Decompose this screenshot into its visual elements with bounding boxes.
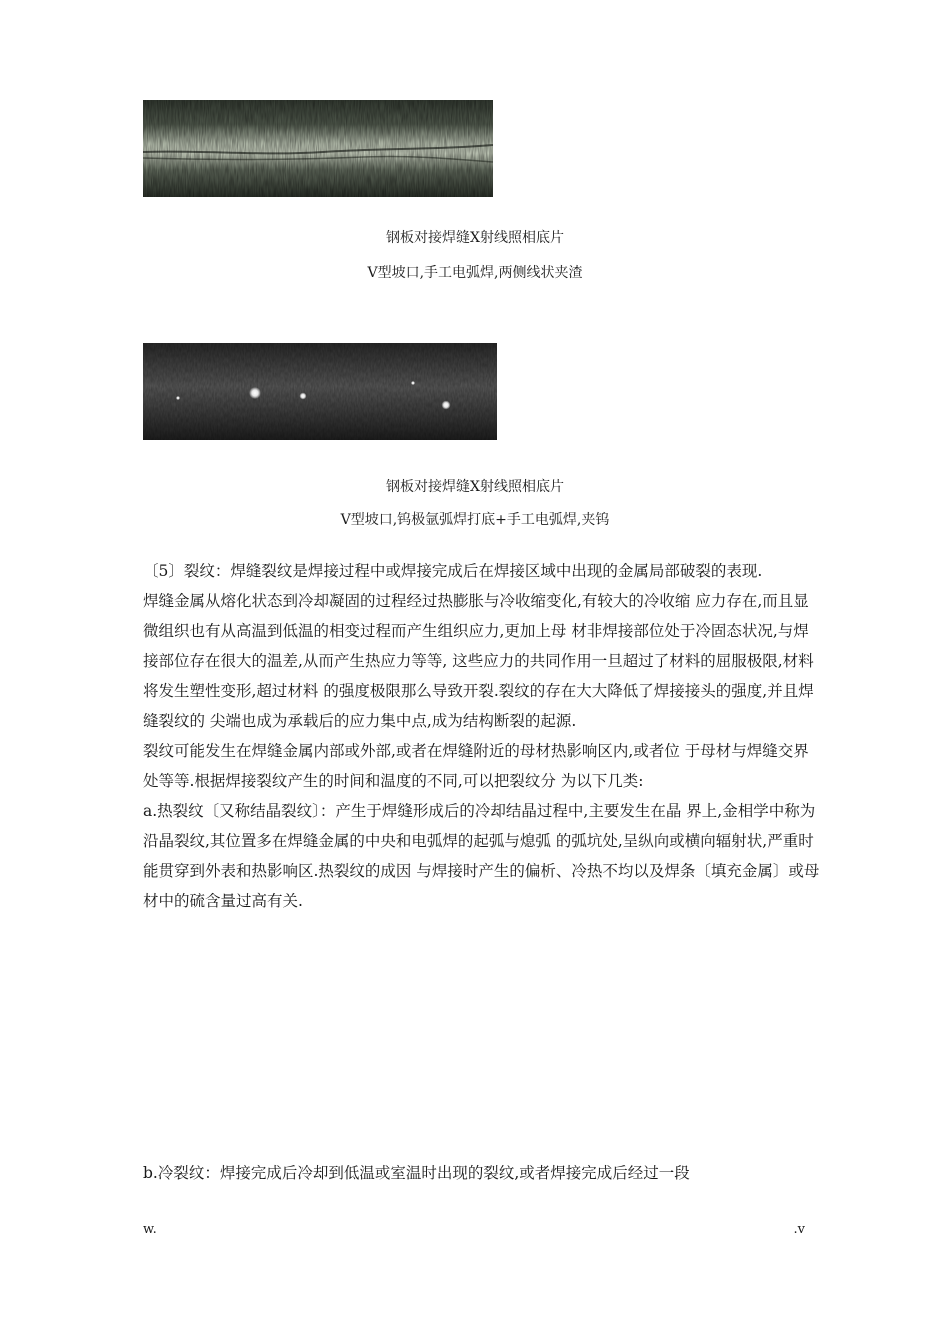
radiograph-tungsten-inclusion — [143, 343, 497, 440]
paragraph-crack-cause: 焊缝金属从熔化状态到冷却凝固的过程经过热膨胀与冷收缩变化,有较大的冷收缩 应力存在,而且显微组织也有从高温到低温的相变过程而产生组织应力,更加上母 材非焊接部位处于冷固态状况,与焊接部位存在很大的温差,从而产生热应力等等, 这些应力的共同作用一旦超过了材料的屈服极限,材料将发生塑性变形,超过材料 的强度极限那么导致开裂.裂纹的存在大大降低了焊接接头的强度,并且焊缝裂纹的 尖端也成为承载后的应力集中点,成为结构断裂的起源. — [143, 592, 814, 730]
body-text — [143, 1158, 823, 1188]
figure-caption-detail: V型坡口,手工电弧焊,两侧线状夹渣 — [367, 265, 583, 281]
paragraph-crack-definition: 〔5〕裂纹：焊缝裂纹是焊接过程中或焊接完成后在焊接区域中出现的金属局部破裂的表现. — [143, 562, 763, 580]
body-text — [143, 556, 823, 916]
footer-left: w. — [143, 1222, 157, 1237]
figure-caption-title: 钢板对接焊缝X射线照相底片 — [386, 230, 564, 246]
paragraph-cold-crack: b.冷裂纹：焊接完成后冷却到低温或室温时出现的裂纹,或者焊接完成后经过一段 — [143, 1164, 690, 1182]
figure-caption-detail: V型坡口,钨极氩弧焊打底+手工电弧焊,夹钨 — [340, 512, 610, 528]
radiograph-slag-inclusion — [143, 100, 493, 197]
paragraph-crack-location: 裂纹可能发生在焊缝金属内部或外部,或者在焊缝附近的母材热影响区内,或者位 于母材与焊缝交界处等等.根据焊接裂纹产生的时间和温度的不同,可以把裂纹分 为以下几类: — [143, 742, 809, 790]
footer-right: .v — [793, 1222, 805, 1237]
figure-caption-title: 钢板对接焊缝X射线照相底片 — [386, 479, 564, 495]
paragraph-hot-crack: a.热裂纹〔又称结晶裂纹〕：产生于焊缝形成后的冷却结晶过程中,主要发生在晶 界上,金相学中称为沿晶裂纹,其位置多在焊缝金属的中央和电弧焊的起弧与熄弧 的弧坑处,呈纵向或横向辐射状,严重时能贯穿到外表和热影响区.热裂纹的成因 与焊接时产生的偏析、冷热不均以及焊条〔填充金属〕或母材中的硫含量过高有关. — [143, 802, 820, 910]
